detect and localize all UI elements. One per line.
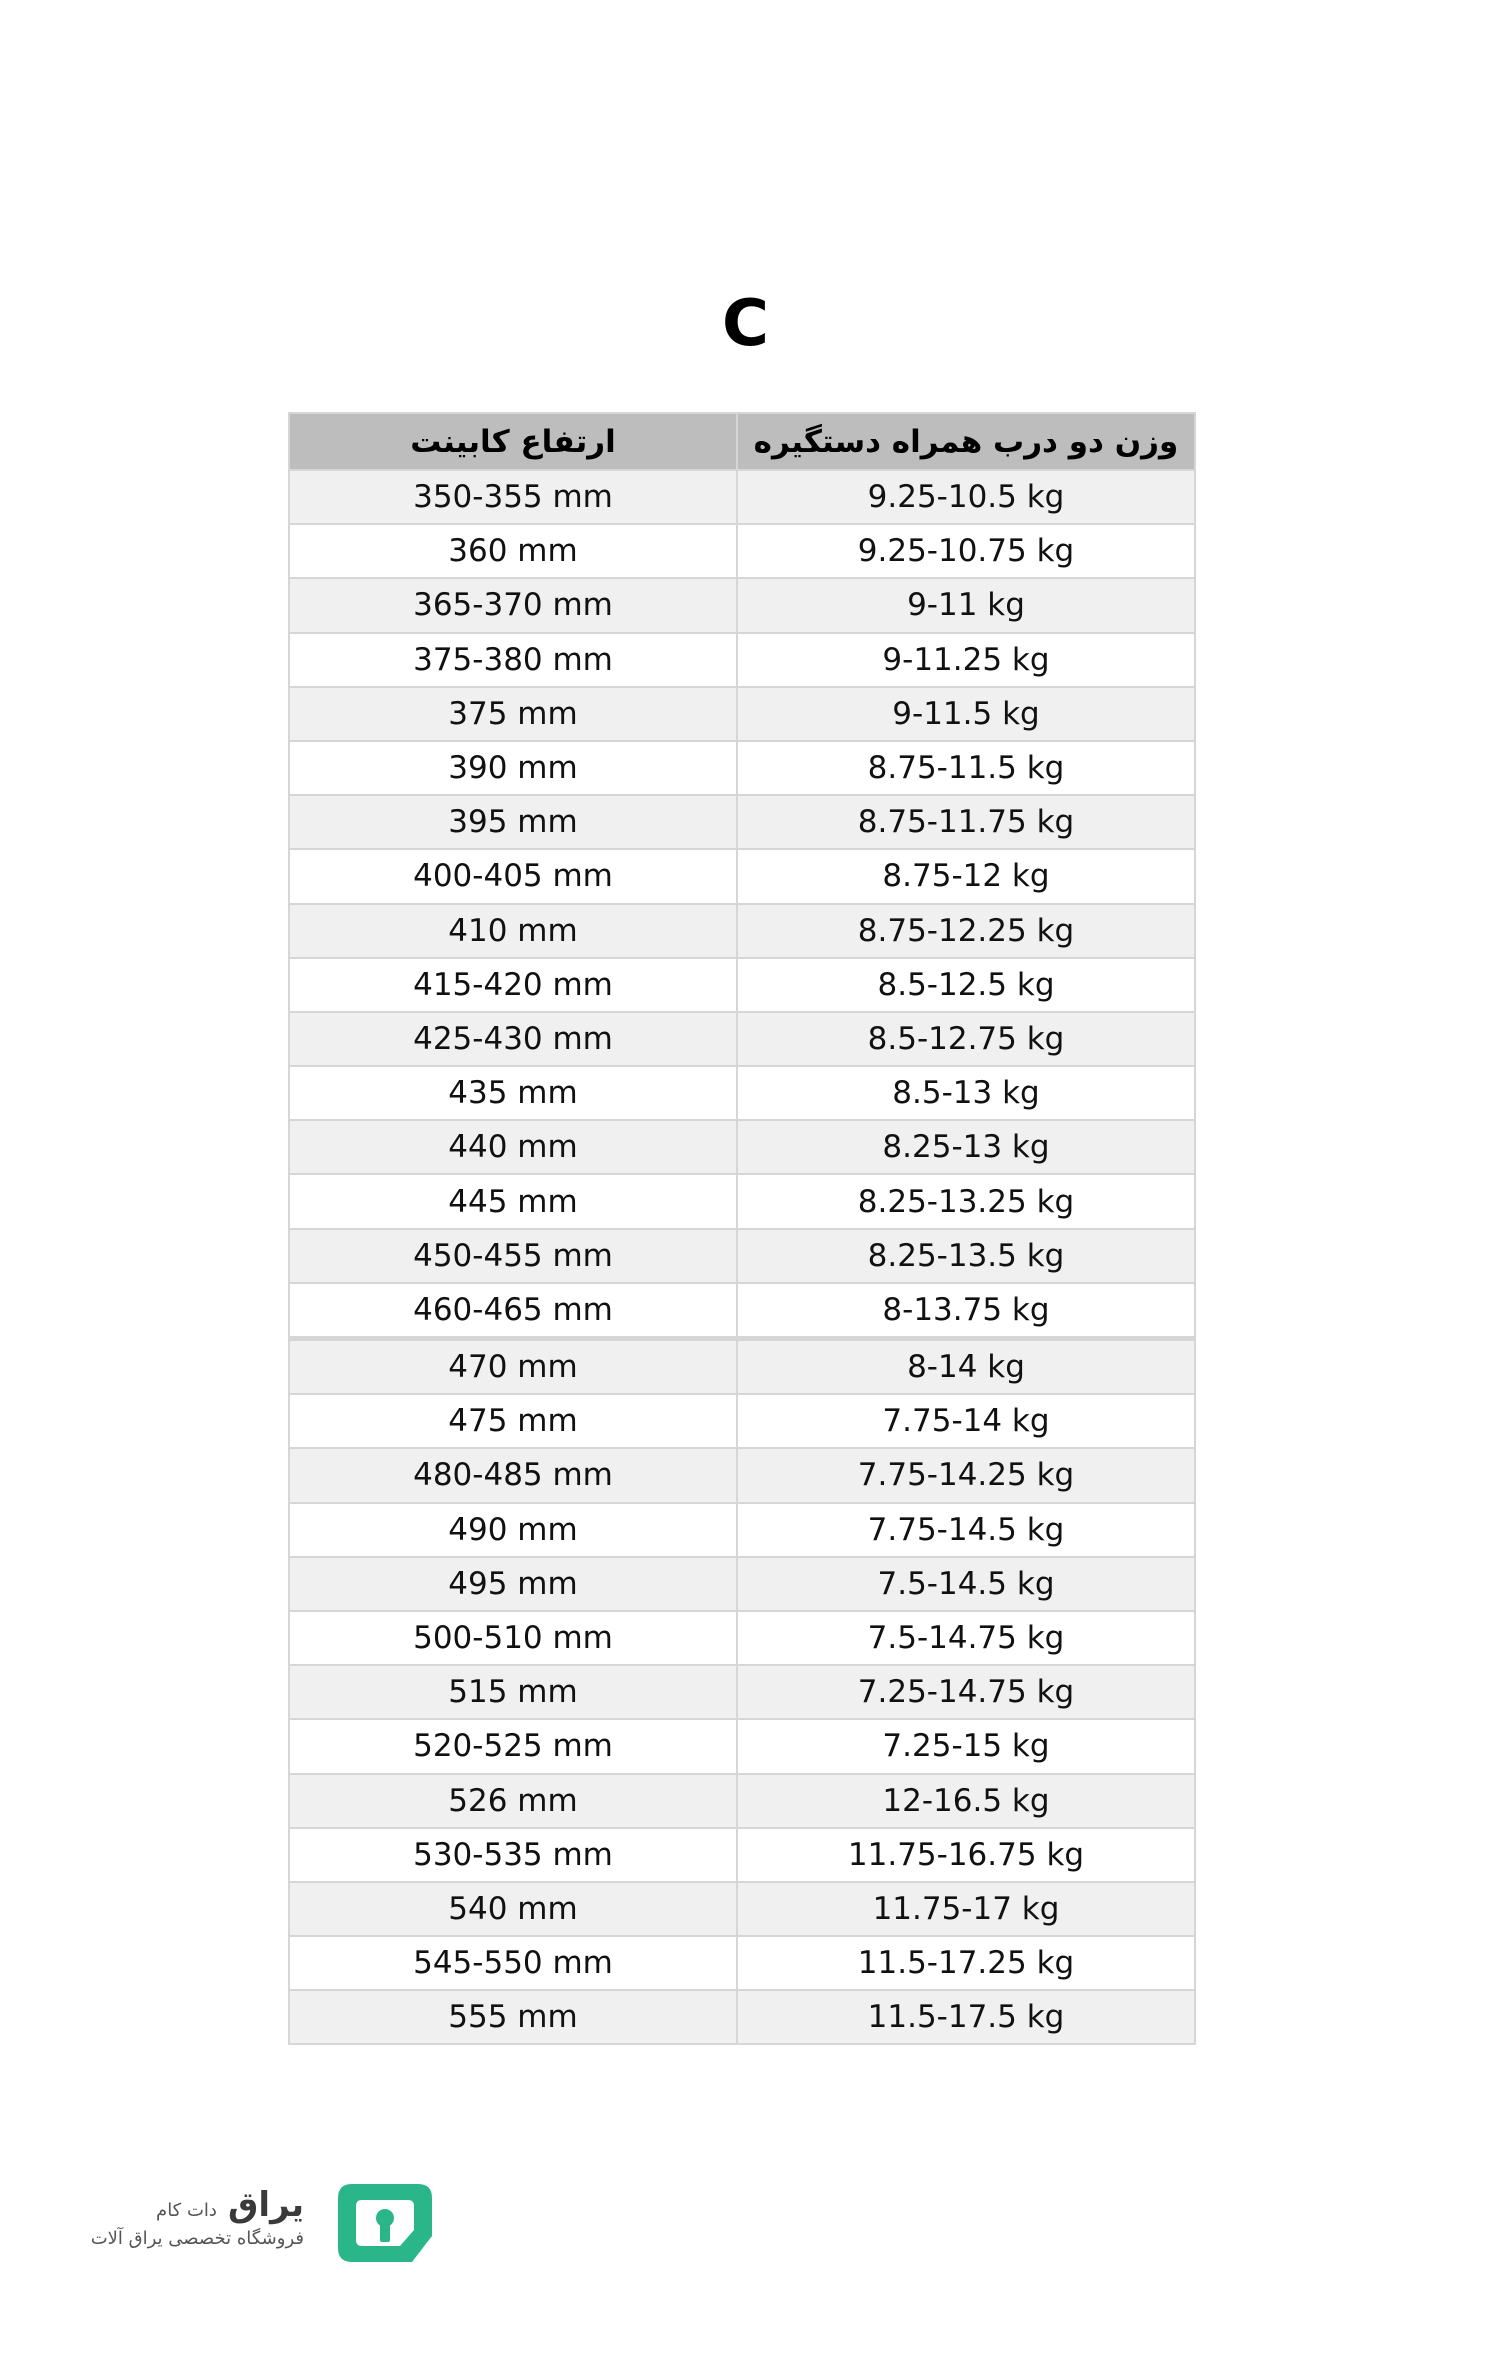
- table-row: [289, 1503, 1195, 1557]
- cabinet-height-cell: 540 mm: [289, 1882, 737, 1936]
- cabinet-height-cell: 555 mm: [289, 1990, 737, 2044]
- cabinet-height-cell: 545-550 mm: [289, 1936, 737, 1990]
- door-weight-cell: 8.25-13.5 kg: [737, 1229, 1195, 1283]
- door-weight-cell: 8-13.75 kg: [737, 1283, 1195, 1339]
- door-weight-cell: 7.75-14.5 kg: [737, 1503, 1195, 1557]
- door-weight-cell: 9-11.5 kg: [737, 687, 1195, 741]
- cabinet-height-cell: 425-430 mm: [289, 1012, 737, 1066]
- table-row: [289, 1719, 1195, 1773]
- logo-tagline: فروشگاه تخصصی یراق آلات: [90, 2228, 304, 2249]
- door-weight-cell: 7.75-14 kg: [737, 1394, 1195, 1448]
- table-row: [289, 1774, 1195, 1828]
- header-cabinet-height: ارتفاع کابینت: [289, 413, 737, 470]
- cabinet-height-cell: 450-455 mm: [289, 1229, 737, 1283]
- door-weight-cell: 11.5-17.5 kg: [737, 1990, 1195, 2044]
- table-row: [289, 1665, 1195, 1719]
- cabinet-height-cell: 435 mm: [289, 1066, 737, 1120]
- table-row: [289, 1936, 1195, 1990]
- cabinet-height-cell: 415-420 mm: [289, 958, 737, 1012]
- table-row: [289, 1448, 1195, 1502]
- door-weight-cell: 9.25-10.75 kg: [737, 524, 1195, 578]
- door-weight-cell: 12-16.5 kg: [737, 1774, 1195, 1828]
- table-row: [289, 1120, 1195, 1174]
- header-two-door-weight: وزن دو درب همراه دستگیره: [737, 413, 1195, 470]
- door-weight-cell: 8.75-12.25 kg: [737, 904, 1195, 958]
- table-row: [289, 958, 1195, 1012]
- cabinet-height-cell: 360 mm: [289, 524, 737, 578]
- door-weight-cell: 7.5-14.5 kg: [737, 1557, 1195, 1611]
- table-row: [289, 849, 1195, 903]
- yaragh-logo: [90, 2178, 446, 2272]
- door-weight-cell: 8.75-11.5 kg: [737, 741, 1195, 795]
- cabinet-height-cell: 440 mm: [289, 1120, 737, 1174]
- table-row: [289, 1283, 1195, 1339]
- door-weight-cell: 11.75-17 kg: [737, 1882, 1195, 1936]
- door-weight-cell: 8.75-12 kg: [737, 849, 1195, 903]
- door-weight-cell: 8.5-12.75 kg: [737, 1012, 1195, 1066]
- door-weight-cell: 8-14 kg: [737, 1339, 1195, 1395]
- cabinet-height-cell: 475 mm: [289, 1394, 737, 1448]
- table-row: [289, 633, 1195, 687]
- door-weight-cell: 8.75-11.75 kg: [737, 795, 1195, 849]
- cabinet-height-cell: 365-370 mm: [289, 578, 737, 632]
- door-weight-cell: 7.25-14.75 kg: [737, 1665, 1195, 1719]
- cabinet-height-cell: 390 mm: [289, 741, 737, 795]
- cabinet-height-cell: 375 mm: [289, 687, 737, 741]
- table-row: [289, 904, 1195, 958]
- table-row: [289, 1394, 1195, 1448]
- table-row: [289, 1882, 1195, 1936]
- table-row: [289, 741, 1195, 795]
- door-weight-cell: 9-11.25 kg: [737, 633, 1195, 687]
- door-weight-cell: 7.25-15 kg: [737, 1719, 1195, 1773]
- weight-spec-table: [288, 412, 1196, 2045]
- cabinet-height-cell: 445 mm: [289, 1174, 737, 1228]
- cabinet-height-cell: 530-535 mm: [289, 1828, 737, 1882]
- table-row: [289, 578, 1195, 632]
- table-row: [289, 1990, 1195, 2044]
- table-row: [289, 524, 1195, 578]
- table-row: [289, 1828, 1195, 1882]
- logo-text: [74, 2184, 304, 2252]
- door-weight-cell: 8.25-13 kg: [737, 1120, 1195, 1174]
- table-row: [289, 1174, 1195, 1228]
- cabinet-height-cell: 495 mm: [289, 1557, 737, 1611]
- cabinet-height-cell: 526 mm: [289, 1774, 737, 1828]
- cabinet-height-cell: 410 mm: [289, 904, 737, 958]
- key-lock-icon: [326, 2178, 444, 2272]
- logo-suffix: دات کام: [156, 2200, 217, 2221]
- door-weight-cell: 7.5-14.75 kg: [737, 1611, 1195, 1665]
- table-row: [289, 687, 1195, 741]
- cabinet-height-cell: 350-355 mm: [289, 470, 737, 524]
- cabinet-height-cell: 470 mm: [289, 1339, 737, 1395]
- door-weight-cell: 8.5-12.5 kg: [737, 958, 1195, 1012]
- door-weight-cell: 9.25-10.5 kg: [737, 470, 1195, 524]
- table-row: [289, 1611, 1195, 1665]
- cabinet-height-cell: 490 mm: [289, 1503, 737, 1557]
- logo-name: یراق: [228, 2185, 304, 2225]
- cabinet-height-cell: 515 mm: [289, 1665, 737, 1719]
- table-row: [289, 1012, 1195, 1066]
- table-body: [289, 470, 1195, 2044]
- table-row: [289, 795, 1195, 849]
- table-row: [289, 1557, 1195, 1611]
- door-weight-cell: 7.75-14.25 kg: [737, 1448, 1195, 1502]
- cabinet-height-cell: 480-485 mm: [289, 1448, 737, 1502]
- table-header-row: [289, 413, 1195, 470]
- door-weight-cell: 8.5-13 kg: [737, 1066, 1195, 1120]
- table-row: [289, 1229, 1195, 1283]
- table-row: [289, 470, 1195, 524]
- cabinet-height-cell: 460-465 mm: [289, 1283, 737, 1339]
- cabinet-height-cell: 520-525 mm: [289, 1719, 737, 1773]
- cabinet-height-cell: 500-510 mm: [289, 1611, 737, 1665]
- door-weight-cell: 11.75-16.75 kg: [737, 1828, 1195, 1882]
- page-letter: C: [722, 287, 769, 361]
- cabinet-height-cell: 375-380 mm: [289, 633, 737, 687]
- door-weight-cell: 11.5-17.25 kg: [737, 1936, 1195, 1990]
- door-weight-cell: 9-11 kg: [737, 578, 1195, 632]
- cabinet-height-cell: 395 mm: [289, 795, 737, 849]
- cabinet-height-cell: 400-405 mm: [289, 849, 737, 903]
- door-weight-cell: 8.25-13.25 kg: [737, 1174, 1195, 1228]
- table-row: [289, 1339, 1195, 1395]
- table-row: [289, 1066, 1195, 1120]
